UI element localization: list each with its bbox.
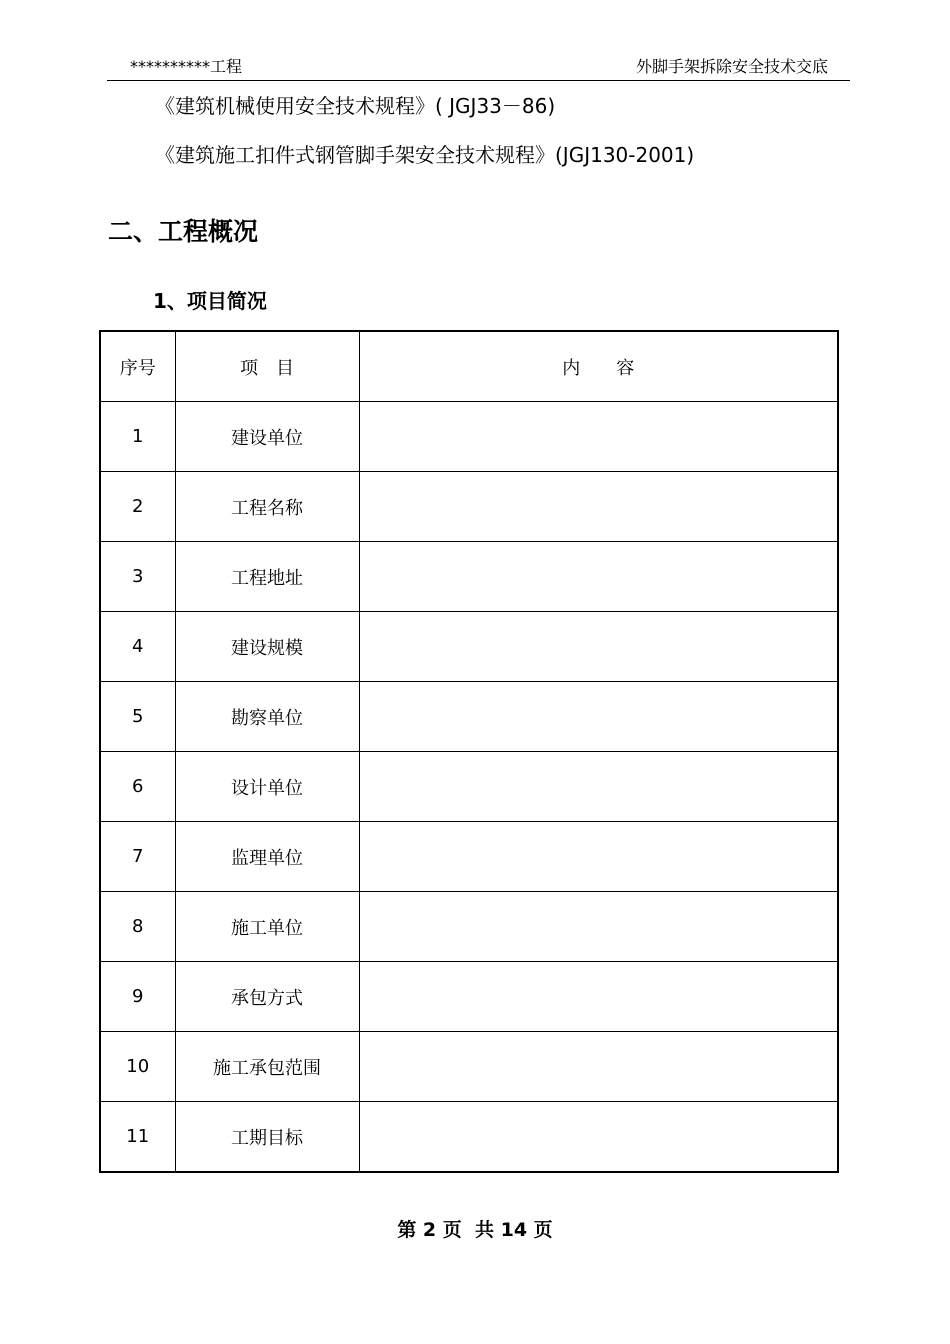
row-number-cell: 10	[100, 1032, 175, 1102]
row-item-cell: 工程地址	[175, 542, 359, 612]
row-item-cell: 勘察单位	[175, 682, 359, 752]
table-row	[100, 542, 838, 612]
row-number-cell: 4	[100, 612, 175, 682]
row-item-cell: 施工承包范围	[175, 1032, 359, 1102]
table-row	[100, 612, 838, 682]
table-row	[100, 1102, 838, 1173]
table-row	[100, 1032, 838, 1102]
row-item-cell: 设计单位	[175, 752, 359, 822]
table-row	[100, 962, 838, 1032]
table-body	[100, 402, 838, 1173]
row-number-cell: 7	[100, 822, 175, 892]
row-item-cell: 建设规模	[175, 612, 359, 682]
row-content-cell	[359, 822, 838, 892]
row-number-cell: 11	[100, 1102, 175, 1173]
table-row	[100, 472, 838, 542]
reference-standard-2: 《建筑施工扣件式钢管脚手架安全技术规程》(JGJ130-2001)	[155, 143, 695, 167]
row-content-cell	[359, 752, 838, 822]
table-row	[100, 402, 838, 472]
row-content-cell	[359, 472, 838, 542]
header-cell-number: 序号	[100, 331, 175, 402]
page-footer: 第 2 页 共 14 页	[397, 1219, 553, 1241]
row-content-cell	[359, 892, 838, 962]
row-number-cell: 9	[100, 962, 175, 1032]
row-item-cell: 工期目标	[175, 1102, 359, 1173]
header-cell-item: 项 目	[175, 331, 359, 402]
header-cell-content: 内 容	[359, 331, 838, 402]
row-content-cell	[359, 1032, 838, 1102]
table-row	[100, 752, 838, 822]
table-header-row	[100, 331, 838, 402]
row-content-cell	[359, 1102, 838, 1173]
project-info-table	[99, 330, 839, 1173]
row-number-cell: 5	[100, 682, 175, 752]
table-row	[100, 682, 838, 752]
section-heading: 二、工程概况	[108, 217, 259, 246]
row-item-cell: 施工单位	[175, 892, 359, 962]
table-row	[100, 892, 838, 962]
row-item-cell: 建设单位	[175, 402, 359, 472]
header-project-name: **********工程	[130, 57, 243, 76]
row-content-cell	[359, 402, 838, 472]
row-content-cell	[359, 682, 838, 752]
row-number-cell: 3	[100, 542, 175, 612]
row-number-cell: 6	[100, 752, 175, 822]
table-row	[100, 822, 838, 892]
row-item-cell: 监理单位	[175, 822, 359, 892]
reference-standard-1: 《建筑机械使用安全技术规程》( JGJ33－86)	[155, 94, 556, 118]
row-number-cell: 1	[100, 402, 175, 472]
header-document-title: 外脚手架拆除安全技术交底	[635, 57, 828, 76]
row-content-cell	[359, 542, 838, 612]
row-content-cell	[359, 962, 838, 1032]
row-number-cell: 8	[100, 892, 175, 962]
row-item-cell: 承包方式	[175, 962, 359, 1032]
row-content-cell	[359, 612, 838, 682]
subsection-heading: 1、项目简况	[153, 289, 267, 313]
row-item-cell: 工程名称	[175, 472, 359, 542]
header-divider	[107, 80, 850, 81]
row-number-cell: 2	[100, 472, 175, 542]
